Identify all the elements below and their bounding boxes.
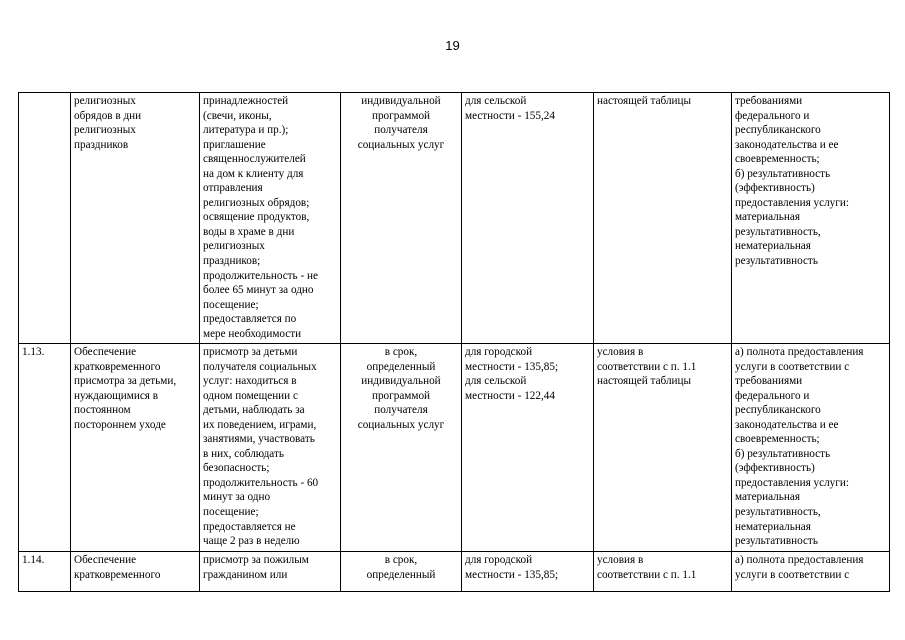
- cell-description: присмотр за детьми получателя социальных услуг: находиться в одном помещении с детьми, наблюдать за их поведением, играми, занятиями, участвовать в них, соблюдать безопасность; продолжительность - 60 минут за одно посещение; предоставляется не чаще 2 раз в неделю: [200, 344, 341, 552]
- cell-conditions: настоящей таблицы: [594, 93, 732, 344]
- cell-indicators: а) полнота предоставления услуги в соответствии с: [732, 552, 890, 592]
- cell-term: в срок, определенный: [341, 552, 462, 592]
- cell-service-name: Обеспечение кратковременного: [71, 552, 200, 592]
- table-row: [19, 552, 890, 592]
- cell-tariff: для городской местности - 135,85;: [462, 552, 594, 592]
- table-row: [19, 344, 890, 552]
- page-number: 19: [445, 38, 460, 53]
- cell-service-name: Обеспечение кратковременного присмотра за детьми, нуждающимися в постоянном постороннем уходе: [71, 344, 200, 552]
- cell-description: присмотр за пожилым гражданином или: [200, 552, 341, 592]
- table-row: [19, 93, 890, 344]
- cell-term: индивидуальной программой получателя социальных услуг: [341, 93, 462, 344]
- cell-service-name: религиозных обрядов в дни религиозных праздников: [71, 93, 200, 344]
- cell-number: 1.14.: [19, 552, 71, 592]
- cell-number: [19, 93, 71, 344]
- cell-indicators: а) полнота предоставления услуги в соответствии с требованиями федерального и республиканского законодательства и ее своевременность; б) результативность (эффективность) предоставления услуги: материальная результативность, нематериальная результативность: [732, 344, 890, 552]
- cell-term: в срок, определенный индивидуальной программой получателя социальных услуг: [341, 344, 462, 552]
- cell-conditions: условия в соответствии с п. 1.1: [594, 552, 732, 592]
- cell-conditions: условия в соответствии с п. 1.1 настоящей таблицы: [594, 344, 732, 552]
- services-table: [18, 92, 890, 592]
- cell-indicators: требованиями федерального и республиканского законодательства и ее своевременность; б) результативность (эффективность) предоставления услуги: материальная результативность, нематериальная результативность: [732, 93, 890, 344]
- cell-tariff: для городской местности - 135,85; для сельской местности - 122,44: [462, 344, 594, 552]
- cell-number: 1.13.: [19, 344, 71, 552]
- cell-tariff: для сельской местности - 155,24: [462, 93, 594, 344]
- cell-description: принадлежностей (свечи, иконы, литература и пр.); приглашение священнослужителей на дом к клиенту для отправления религиозных обрядов; освящение продуктов, воды в храме в дни религиозных праздников; продолжительность - не более 65 минут за одно посещение; предоставляется по мере необходимости: [200, 93, 341, 344]
